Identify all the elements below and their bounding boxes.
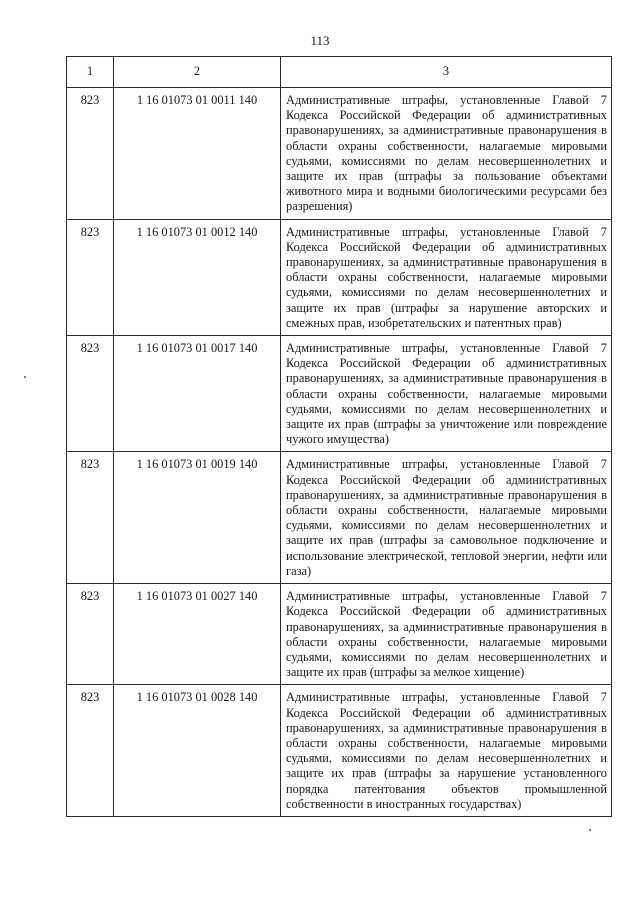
table-header-row [67, 57, 612, 88]
kbk-code-cell: 1 16 01073 01 0012 140 [114, 219, 281, 335]
column-header-2: 2 [114, 57, 281, 88]
table-row [67, 88, 612, 220]
admin-code-cell: 823 [67, 685, 114, 817]
kbk-code-cell: 1 16 01073 01 0017 140 [114, 336, 281, 452]
table-row [67, 219, 612, 335]
description-cell: Административные штрафы, установленные Главой 7 Кодекса Российской Федерации об административных правонарушениях, за административные правонарушения в области охраны собственности, налагаемые мировыми судьями, комиссиями по делам несовершеннолетних и защите их прав (штрафы за мелкое хищение) [281, 584, 612, 685]
description-cell: Административные штрафы, установленные Главой 7 Кодекса Российской Федерации об административных правонарушениях, за административные правонарушения в области охраны собственности, налагаемые мировыми судьями, комиссиями по делам несовершеннолетних и защите их прав (штрафы за пользование объектами животного мира и водными биологическими ресурсами без разрешения) [281, 88, 612, 220]
admin-code-cell: 823 [67, 336, 114, 452]
table-row [67, 452, 612, 584]
admin-code-cell: 823 [67, 88, 114, 220]
scan-speck [589, 829, 591, 831]
admin-code-cell: 823 [67, 219, 114, 335]
scan-speck [24, 376, 26, 378]
kbk-code-cell: 1 16 01073 01 0019 140 [114, 452, 281, 584]
description-cell: Административные штрафы, установленные Главой 7 Кодекса Российской Федерации об административных правонарушениях, за административные правонарушения в области охраны собственности, налагаемые мировыми судьями, комиссиями по делам несовершеннолетних и защите их прав (штрафы за уничтожение или повреждение чужого имущества) [281, 336, 612, 452]
kbk-code-cell: 1 16 01073 01 0027 140 [114, 584, 281, 685]
description-cell: Административные штрафы, установленные Главой 7 Кодекса Российской Федерации об административных правонарушениях, за административные правонарушения в области охраны собственности, налагаемые мировыми судьями, комиссиями по делам несовершеннолетних и защите их прав (штрафы за нарушение авторских и смежных прав, изобретательских и патентных прав) [281, 219, 612, 335]
table-row [67, 685, 612, 817]
budget-codes-table [66, 56, 612, 817]
description-cell: Административные штрафы, установленные Главой 7 Кодекса Российской Федерации об административных правонарушениях, за административные правонарушения в области охраны собственности, налагаемые мировыми судьями, комиссиями по делам несовершеннолетних и защите их прав (штрафы за самовольное подключение и использование электрической, тепловой энергии, нефти или газа) [281, 452, 612, 584]
admin-code-cell: 823 [67, 452, 114, 584]
description-cell: Административные штрафы, установленные Главой 7 Кодекса Российской Федерации об административных правонарушениях, за административные правонарушения в области охраны собственности, налагаемые мировыми судьями, комиссиями по делам несовершеннолетних и защите их прав (штрафы за нарушение установленного порядка патентования объектов промышленной собственности в иностранных государствах) [281, 685, 612, 817]
kbk-code-cell: 1 16 01073 01 0011 140 [114, 88, 281, 220]
page-number: 113 [310, 33, 330, 48]
admin-code-cell: 823 [67, 584, 114, 685]
table-row [67, 336, 612, 452]
kbk-code-cell: 1 16 01073 01 0028 140 [114, 685, 281, 817]
table-row [67, 584, 612, 685]
column-header-1: 1 [67, 57, 114, 88]
column-header-3: 3 [281, 57, 612, 88]
